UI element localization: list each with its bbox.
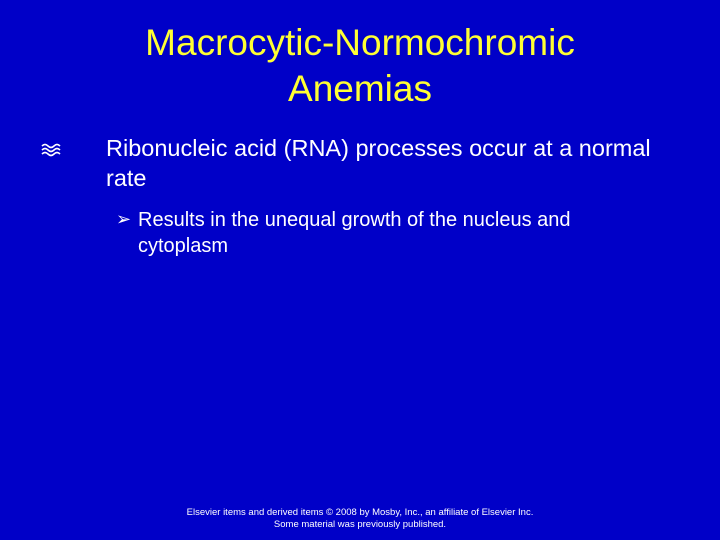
wave-bullet-icon bbox=[40, 141, 62, 157]
arrowhead-bullet-icon: ➢ bbox=[116, 209, 132, 230]
copyright-footer bbox=[160, 507, 560, 531]
slide-title bbox=[80, 20, 640, 112]
slide-title-line-2: Anemias bbox=[288, 68, 432, 109]
bullet-level-2-text: Results in the unequal growth of the nucleus and cytoplasm bbox=[138, 209, 571, 257]
footer-line-2: Some material was previously published. bbox=[273, 519, 447, 530]
bullet-level-1-text: Ribonucleic acid (RNA) processes occur at a normal rate bbox=[106, 135, 651, 191]
footer-line-1: Elsevier items and derived items © 2008 by Mosby, Inc., an affiliate of Elsevier Inc. bbox=[186, 507, 534, 518]
slide-title-line-1: Macrocytic-Normochromic bbox=[145, 22, 575, 63]
